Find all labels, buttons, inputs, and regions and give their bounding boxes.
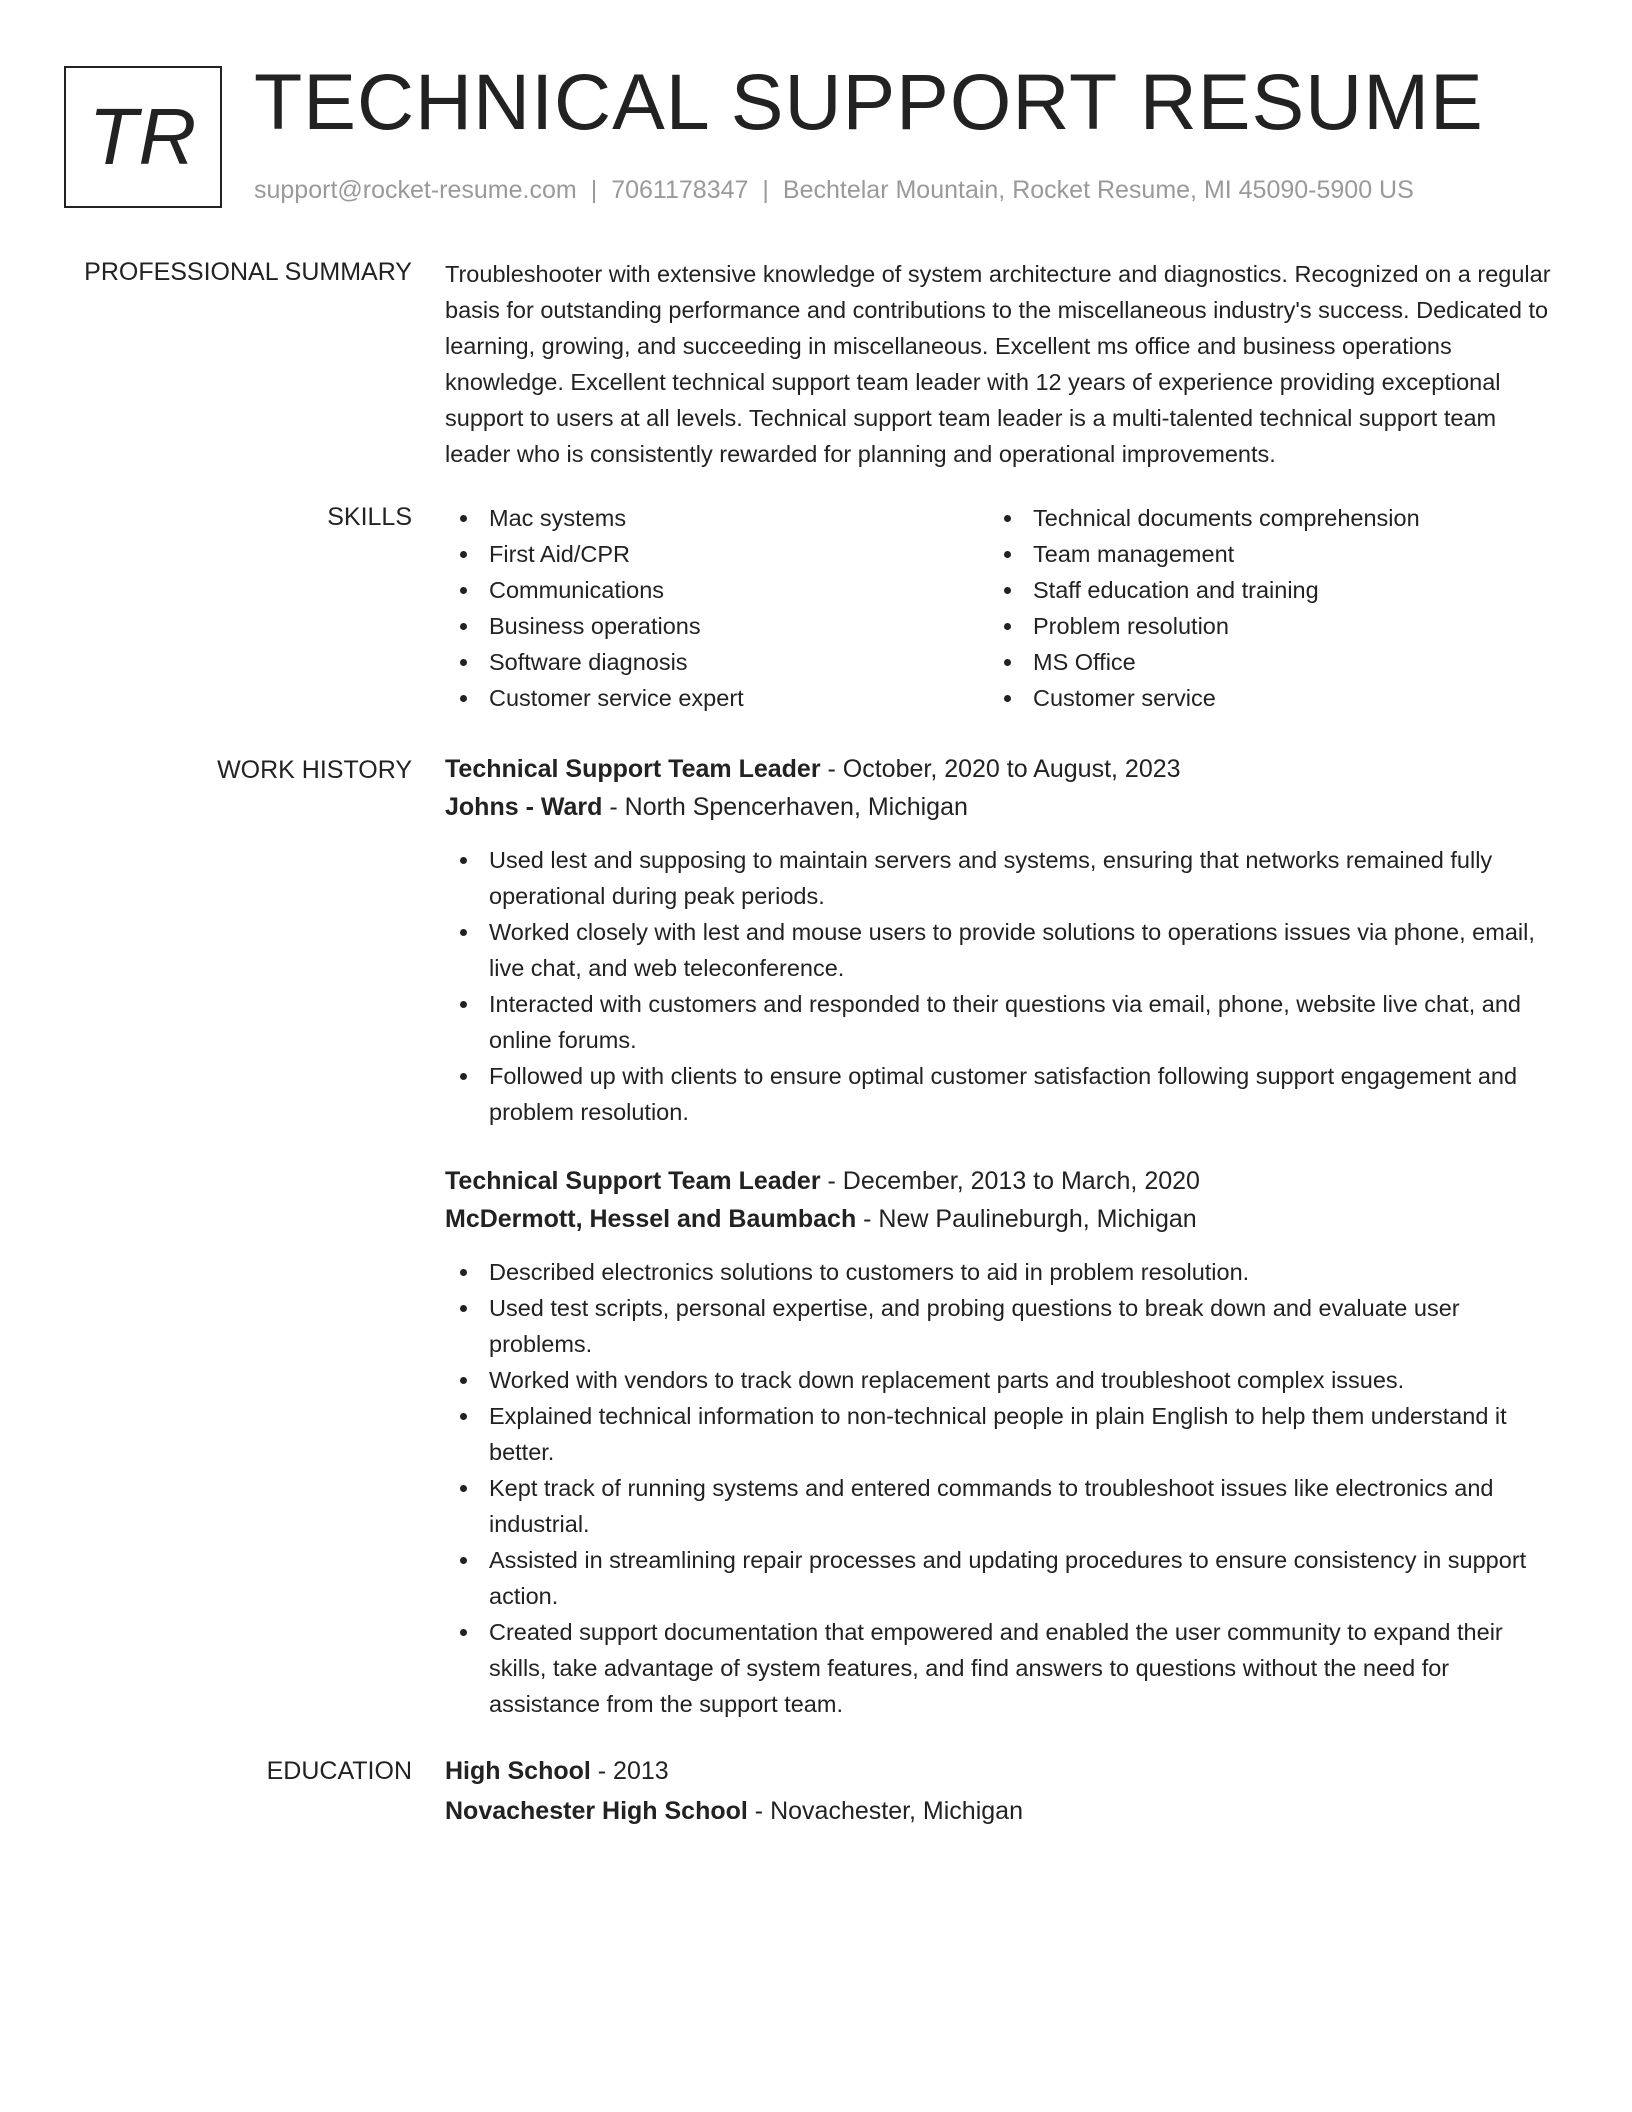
- contact-separator: |: [762, 176, 769, 204]
- monogram-box: [64, 66, 222, 208]
- education-degree-line: [445, 1752, 1560, 1790]
- job-bullet: Assisted in streamlining repair processes and updating procedures to ensure consistency in support action.: [445, 1542, 1560, 1614]
- job-company: Johns - Ward: [445, 793, 603, 821]
- job-bullet: Followed up with clients to ensure optimal customer satisfaction following support engagement and problem resolution.: [445, 1058, 1560, 1130]
- job-bullet: Used lest and supposing to maintain servers and systems, ensuring that networks remained fully operational during peak periods.: [445, 842, 1560, 914]
- monogram-initials: TR: [88, 92, 198, 181]
- section-label-education: EDUCATION: [266, 1757, 412, 1785]
- job-entry: [445, 1162, 1560, 1722]
- summary-text: Troubleshooter with extensive knowledge of system architecture and diagnostics. Recognized on a regular basis for outstanding performance and contributions to the miscellaneous industry's success. Dedicated to learning, growing, and succeeding in miscellaneous. Excellent ms office and business operations knowledge. Excellent technical support team leader with 12 years of experience providing exceptional support to users at all levels. Technical support team leader is a multi-talented technical support team leader who is consistently rewarded for planning and operational improvements.: [445, 261, 1551, 467]
- skill-item: Team management: [989, 536, 1549, 572]
- education-entry: [445, 1752, 1560, 1830]
- contact-email: support@rocket-resume.com: [254, 176, 577, 204]
- job-company-line: [445, 788, 1560, 826]
- job-dates: - December, 2013 to March, 2020: [820, 1167, 1200, 1195]
- job-bullet: Interacted with customers and responded to their questions via email, phone, website live chat, and online forums.: [445, 986, 1560, 1058]
- job-bullet: Described electronics solutions to customers to aid in problem resolution.: [445, 1254, 1560, 1290]
- job-location: - New Paulineburgh, Michigan: [856, 1205, 1197, 1233]
- skill-item: Customer service expert: [445, 680, 985, 716]
- skill-item: Communications: [445, 572, 985, 608]
- skill-item: Business operations: [445, 608, 985, 644]
- job-title: Technical Support Team Leader: [445, 755, 821, 783]
- contact-line: [254, 176, 1414, 205]
- education-school-line: [445, 1792, 1560, 1830]
- job-bullets: [445, 1254, 1560, 1722]
- skill-item: MS Office: [989, 644, 1549, 680]
- job-entry: [445, 750, 1560, 1130]
- section-label-skills: SKILLS: [327, 503, 412, 531]
- skill-item: Mac systems: [445, 500, 985, 536]
- job-bullet: Created support documentation that empowered and enabled the user community to expand their skills, take advantage of system features, and find answers to questions without the need for assistance from the support team.: [445, 1614, 1560, 1722]
- job-title-line: [445, 750, 1560, 788]
- job-bullets: [445, 842, 1560, 1130]
- job-bullet: Used test scripts, personal expertise, and probing questions to break down and evaluate user problems.: [445, 1290, 1560, 1362]
- job-bullet: Kept track of running systems and entered commands to troubleshoot issues like electronics and industrial.: [445, 1470, 1560, 1542]
- job-company: McDermott, Hessel and Baumbach: [445, 1205, 857, 1233]
- section-label-summary: PROFESSIONAL SUMMARY: [84, 258, 412, 286]
- skill-item: Software diagnosis: [445, 644, 985, 680]
- contact-separator: |: [590, 176, 598, 204]
- contact-address: Bechtelar Mountain, Rocket Resume, MI 45090-5900 US: [782, 176, 1414, 204]
- skill-item: Technical documents comprehension: [989, 500, 1549, 536]
- section-label-work-history: WORK HISTORY: [217, 756, 412, 784]
- education-degree: High School: [445, 1757, 591, 1785]
- job-title: Technical Support Team Leader: [445, 1167, 821, 1195]
- job-dates: - October, 2020 to August, 2023: [820, 755, 1181, 783]
- education-school: Novachester High School: [445, 1797, 748, 1825]
- contact-phone: 7061178347: [611, 176, 749, 204]
- job-bullet: Explained technical information to non-technical people in plain English to help them understand it better.: [445, 1398, 1560, 1470]
- skill-item: Staff education and training: [989, 572, 1549, 608]
- skill-item: Problem resolution: [989, 608, 1549, 644]
- job-bullet: Worked with vendors to track down replacement parts and troubleshoot complex issues.: [445, 1362, 1560, 1398]
- job-company-line: [445, 1200, 1560, 1238]
- skill-item: First Aid/CPR: [445, 536, 985, 572]
- job-title-line: [445, 1162, 1560, 1200]
- skills-column-right: [989, 500, 1549, 716]
- skill-item: Customer service: [989, 680, 1549, 716]
- job-location: - North Spencerhaven, Michigan: [602, 793, 968, 821]
- resume-title: TECHNICAL SUPPORT RESUME: [254, 57, 1484, 146]
- job-bullet: Worked closely with lest and mouse users to provide solutions to operations issues via phone, email, live chat, and web teleconference.: [445, 914, 1560, 986]
- education-year: - 2013: [590, 1757, 669, 1785]
- skills-column-left: [445, 500, 985, 716]
- education-location: - Novachester, Michigan: [747, 1797, 1023, 1825]
